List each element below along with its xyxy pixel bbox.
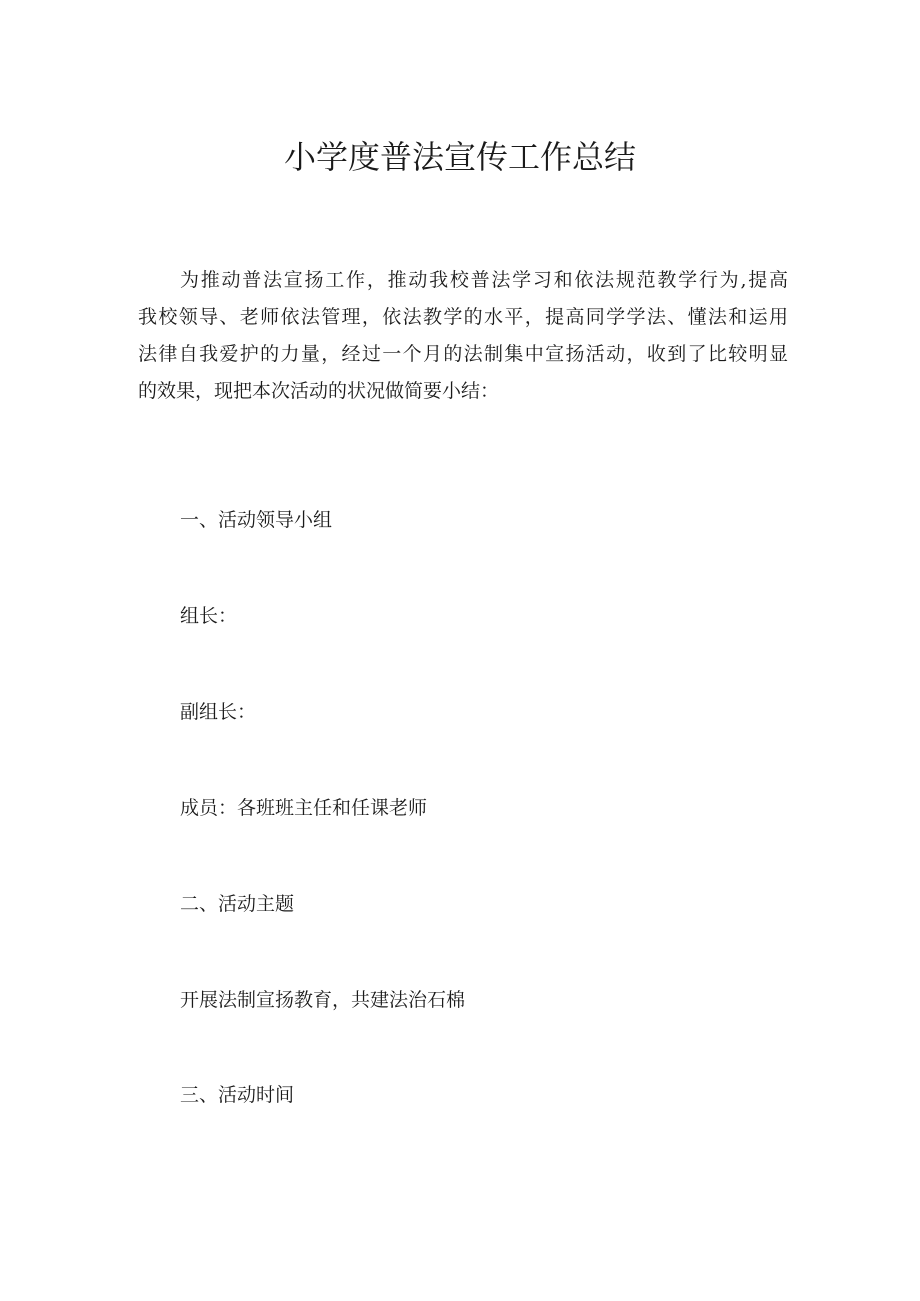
document-title: 小学度普法宣传工作总结 (283, 138, 636, 176)
intro-paragraph (138, 262, 788, 410)
intro-line: 法律自我爱护的力量，经过一个月的法制集中宣扬活动，收到了比较明显 (138, 343, 788, 365)
leader-line: 组长： (180, 605, 238, 627)
intro-line: 的效果，现把本次活动的状况做简要小结： (138, 380, 500, 402)
section-heading-theme: 二、活动主题 (180, 893, 295, 915)
deputy-leader-line: 副组长： (180, 701, 257, 723)
intro-line: 我校领导、老师依法管理，依法教学的水平，提高同学学法、懂法和运用 (138, 306, 788, 328)
section-heading-time: 三、活动时间 (180, 1084, 295, 1106)
section-heading-leadership-group: 一、活动领导小组 (180, 509, 333, 531)
intro-line: 为推动普法宣扬工作，推动我校普法学习和依法规范教学行为,提高 (180, 269, 788, 291)
members-line: 成员：各班班主任和任课老师 (180, 797, 428, 819)
theme-text: 开展法制宣扬教育，共建法治石棉 (180, 989, 466, 1011)
